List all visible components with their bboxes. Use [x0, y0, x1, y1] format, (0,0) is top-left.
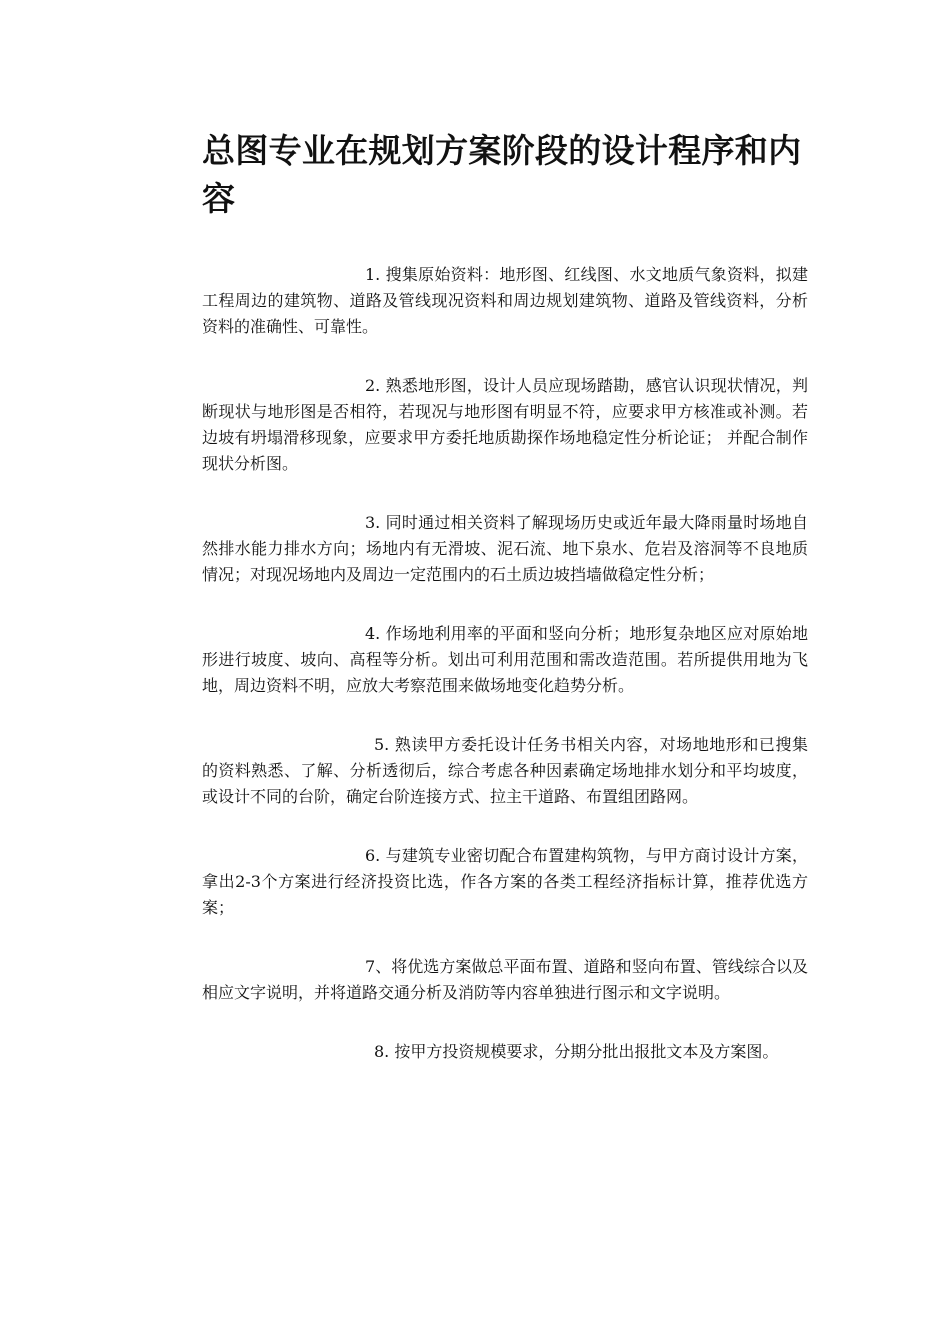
document-title: 总图专业在规划方案阶段的设计程序和内容 [202, 131, 802, 218]
paragraph-step-8: 8. 按甲方投资规模要求，分期分批出报批文本及方案图。 [374, 1042, 779, 1061]
document-body [202, 262, 808, 1065]
paragraph-step-4: 4. 作场地利用率的平面和竖向分析；地形复杂地区应对原始地形进行坡度、坡向、高程等分析。划出可利用范围和需改造范围。若所提供用地为飞地，周边资料不明，应放大考察范围来做场地变化趋势分析。 [202, 624, 808, 695]
paragraph-step-5: 5. 熟读甲方委托设计任务书相关内容，对场地地形和已搜集的资料熟悉、了解、分析透彻后，综合考虑各种因素确定场地排水划分和平均坡度，或设计不同的台阶，确定台阶连接方式、拉主干道路、布置组团路网。 [202, 735, 808, 806]
document-page [202, 127, 808, 1098]
paragraph-step-2: 2. 熟悉地形图，设计人员应现场踏勘，感官认识现状情况，判断现状与地形图是否相符，若现况与地形图有明显不符，应要求甲方核准或补测。若边坡有坍塌滑移现象，应要求甲方委托地质勘探作场地稳定性分析论证； 并配合制作现状分析图。 [202, 376, 808, 473]
paragraph-step-6: 6. 与建筑专业密切配合布置建构筑物，与甲方商讨设计方案，拿出2-3个方案进行经济投资比选，作各方案的各类工程经济指标计算，推荐优选方案； [202, 846, 808, 917]
paragraph-step-3: 3. 同时通过相关资料了解现场历史或近年最大降雨量时场地自然排水能力排水方向；场地内有无滑坡、泥石流、地下泉水、危岩及溶洞等不良地质情况；对现况场地内及周边一定范围内的石土质边坡挡墙做稳定性分析； [202, 513, 808, 584]
paragraph-step-7: 7、将优选方案做总平面布置、道路和竖向布置、管线综合以及相应文字说明，并将道路交通分析及消防等内容单独进行图示和文字说明。 [202, 957, 808, 1002]
paragraph-step-1: 1. 搜集原始资料：地形图、红线图、水文地质气象资料，拟建工程周边的建筑物、道路及管线现况资料和周边规划建筑物、道路及管线资料，分析资料的准确性、可靠性。 [202, 265, 808, 336]
